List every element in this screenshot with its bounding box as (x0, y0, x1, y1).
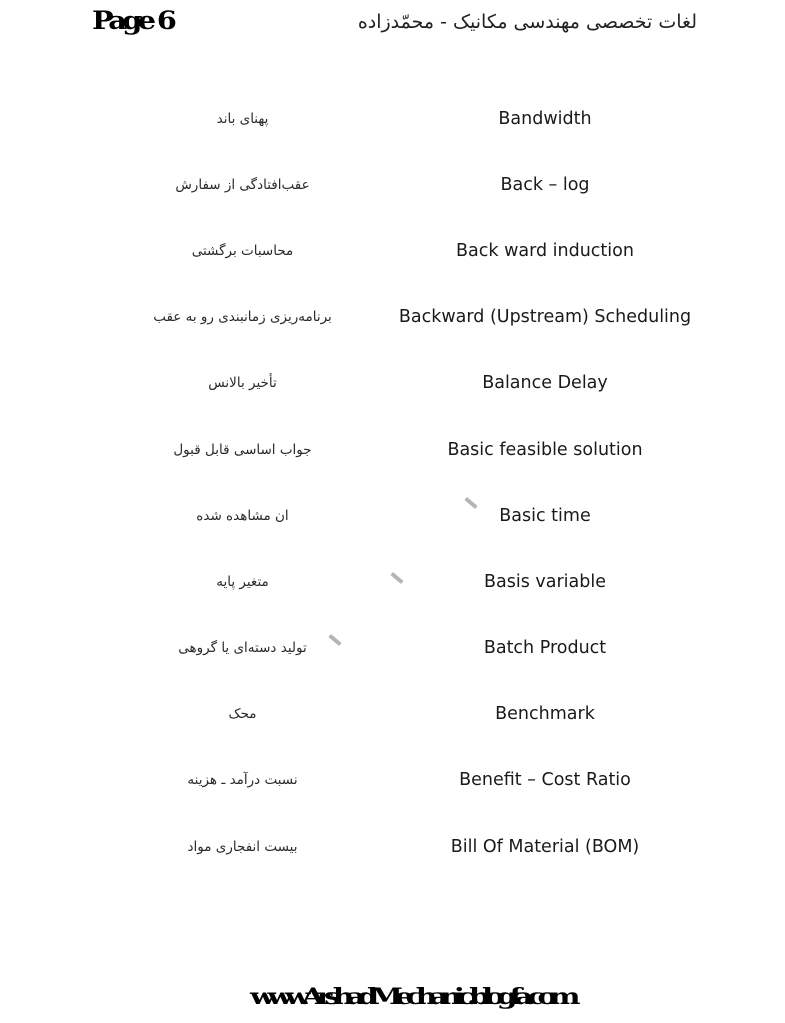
english-term: Basis variable (484, 572, 606, 592)
english-term: Balance Delay (482, 373, 608, 393)
persian-translation: محاسبات برگشتی (191, 243, 294, 259)
persian-translation: عقب‌افتادگی از سفارش (175, 177, 310, 193)
persian-translation: جواب اساسی قابل قبول (173, 442, 312, 458)
english-term: Benchmark (495, 704, 595, 724)
persian-translation: متغیر پایه (216, 574, 269, 590)
english-term: Back – log (500, 175, 590, 195)
english-term: Basic time (499, 506, 591, 526)
english-term: Batch Product (483, 638, 607, 658)
english-term: Backward (Upstream) Scheduling (398, 307, 692, 327)
glossary-entry (0, 175, 785, 205)
glossary-entry (0, 770, 785, 800)
persian-translation: برنامه‌ریزی زمانبندی رو به عقب (153, 309, 332, 325)
persian-translation: تأخیر بالانس (208, 375, 277, 391)
footer-website: www.ArshadMechanic.blogfa.com (250, 984, 573, 1010)
page-title: لغات تخصصی مهندسی مکانیک - محمّدزاده (357, 11, 697, 33)
persian-translation: تولید دسته‌ای یا گروهی (178, 640, 307, 656)
english-term: Bill Of Material (BOM) (450, 837, 640, 857)
page-number: Page 6 (92, 6, 173, 35)
glossary-entry (0, 638, 785, 668)
glossary-entry (0, 109, 785, 139)
glossary-entry (0, 506, 785, 536)
english-term: Bandwidth (498, 109, 592, 129)
persian-translation: نسبت درآمد ـ هزینه (187, 772, 298, 788)
glossary-entry (0, 373, 785, 403)
english-term: Benefit – Cost Ratio (459, 770, 631, 790)
glossary-entry (0, 704, 785, 734)
glossary-entry (0, 307, 785, 337)
english-term: Back ward induction (456, 241, 634, 261)
persian-translation: ان مشاهده شده (196, 508, 289, 524)
glossary-entry (0, 440, 785, 470)
persian-translation: بیست انفجاری مواد (187, 839, 298, 855)
glossary-entry (0, 837, 785, 867)
persian-translation: پهنای باند (216, 111, 269, 127)
english-term: Basic feasible solution (447, 440, 643, 460)
glossary-entry (0, 241, 785, 271)
persian-translation: محک (228, 706, 257, 722)
